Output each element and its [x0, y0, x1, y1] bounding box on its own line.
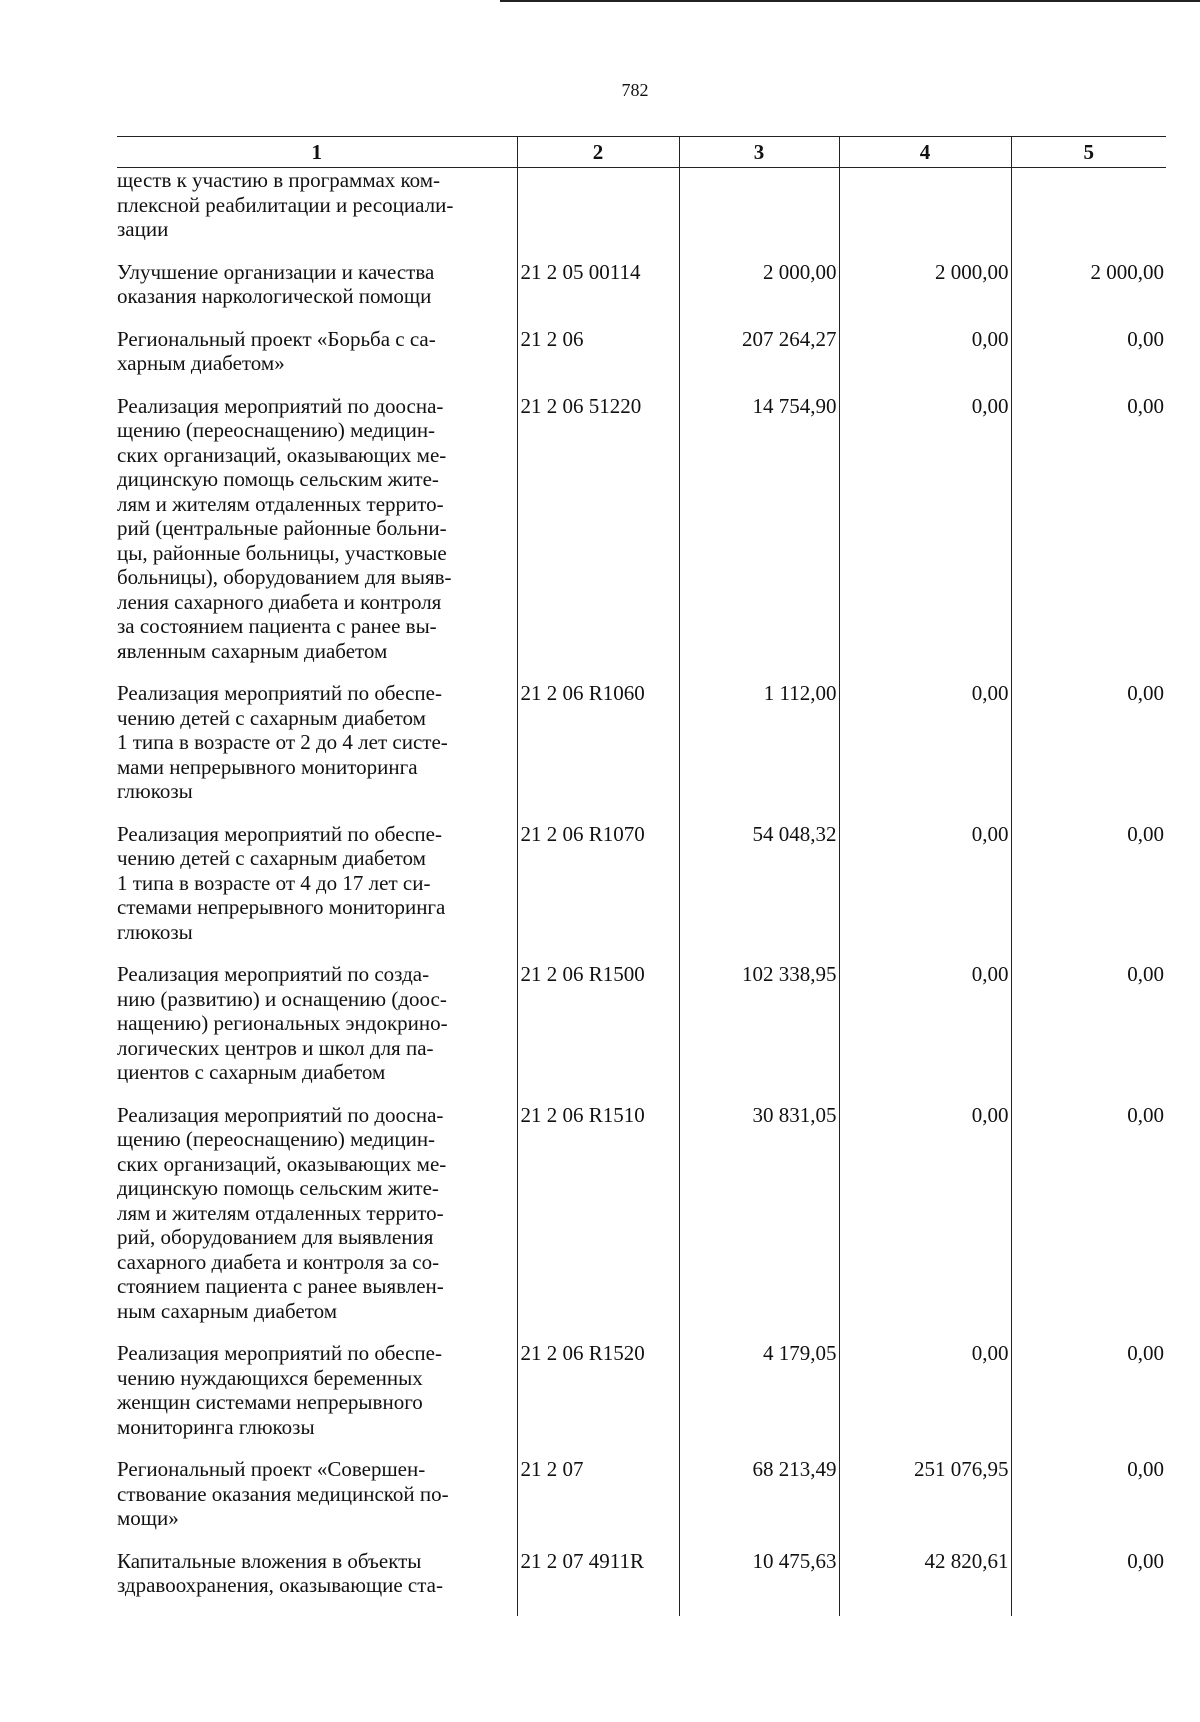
value-col-4: 0,00 — [839, 1341, 1011, 1457]
name-cell: Региональный проект «Борьба с са- харным диабетом» — [117, 326, 436, 375]
name-cell: Реализация мероприятий по обеспе- чению нуждающихся беременных женщин системами непрерывного мониторинга глюкозы — [117, 1341, 442, 1439]
value-col-5: 0,00 — [1011, 327, 1166, 394]
value-col-3: 30 831,05 — [679, 1103, 839, 1342]
value-col-4: 2 000,00 — [839, 260, 1011, 327]
name-cell: ществ к участию в программах ком- плексной реабилитации и ресоциали- зации — [117, 168, 454, 241]
header-col-3: 3 — [679, 137, 839, 168]
value-col-4: 251 076,95 — [839, 1457, 1011, 1549]
table-row — [117, 1457, 1166, 1549]
value-col-4: 0,00 — [839, 962, 1011, 1103]
value-col-4 — [839, 168, 1011, 260]
value-col-4: 0,00 — [839, 681, 1011, 822]
value-col-5: 0,00 — [1011, 962, 1166, 1103]
header-col-1: 1 — [117, 137, 517, 168]
value-col-5 — [1011, 168, 1166, 260]
value-col-3: 4 179,05 — [679, 1341, 839, 1457]
name-cell: Реализация мероприятий по созда- нию (развитию) и оснащению (доос- нащению) региональных эндокрино- логических центров и школ для па- циентов с сахарным диабетом — [117, 962, 448, 1084]
table-row — [117, 962, 1166, 1103]
value-col-4: 0,00 — [839, 327, 1011, 394]
name-cell: Региональный проект «Совершен- ствование оказания медицинской по- мощи» — [117, 1457, 449, 1530]
value-col-3: 68 213,49 — [679, 1457, 839, 1549]
value-col-4: 0,00 — [839, 1103, 1011, 1342]
value-col-3 — [679, 168, 839, 260]
code-cell: 21 2 07 — [517, 1457, 679, 1549]
value-col-3: 54 048,32 — [679, 822, 839, 963]
table-row — [117, 1549, 1166, 1616]
value-col-5: 0,00 — [1011, 1103, 1166, 1342]
code-cell: 21 2 06 R1070 — [517, 822, 679, 963]
value-col-5: 0,00 — [1011, 1341, 1166, 1457]
value-col-5: 0,00 — [1011, 1457, 1166, 1549]
header-row — [117, 137, 1166, 168]
value-col-5: 0,00 — [1011, 681, 1166, 822]
code-cell: 21 2 07 4911R — [517, 1549, 679, 1616]
code-cell: 21 2 06 R1500 — [517, 962, 679, 1103]
budget-table — [117, 136, 1166, 1616]
code-cell: 21 2 05 00114 — [517, 260, 679, 327]
table-row — [117, 327, 1166, 394]
table-row — [117, 681, 1166, 822]
value-col-4: 42 820,61 — [839, 1549, 1011, 1616]
code-cell: 21 2 06 51220 — [517, 394, 679, 682]
name-cell: Реализация мероприятий по обеспе- чению детей с сахарным диабетом 1 типа в возрасте от 2 до 4 лет систе- мами непрерывного мониторинга глюкозы — [117, 681, 448, 803]
code-cell: 21 2 06 — [517, 327, 679, 394]
header-col-4: 4 — [839, 137, 1011, 168]
name-cell: Реализация мероприятий по доосна- щению (переоснащению) медицин- ских организаций, оказывающих ме- дицинскую помощь сельским жите- лям и жителям отдаленных террито- рий, оборудованием для выявления сахарного диабета и контроля за со- стоянием пациента с ранее выявлен- ным сахарным диабетом — [117, 1102, 447, 1323]
value-col-3: 102 338,95 — [679, 962, 839, 1103]
value-col-3: 2 000,00 — [679, 260, 839, 327]
code-cell: 21 2 06 R1520 — [517, 1341, 679, 1457]
header-col-2: 2 — [517, 137, 679, 168]
value-col-3: 14 754,90 — [679, 394, 839, 682]
value-col-5: 2 000,00 — [1011, 260, 1166, 327]
value-col-5: 0,00 — [1011, 1549, 1166, 1616]
name-cell: Капитальные вложения в объекты здравоохранения, оказывающие ста- — [117, 1548, 443, 1597]
value-col-3: 207 264,27 — [679, 327, 839, 394]
name-cell: Реализация мероприятий по обеспе- чению детей с сахарным диабетом 1 типа в возрасте от 4 до 17 лет си- стемами непрерывного мониторинга глюкозы — [117, 821, 446, 944]
table-row — [117, 168, 1166, 260]
code-cell: 21 2 06 R1510 — [517, 1103, 679, 1342]
value-col-5: 0,00 — [1011, 822, 1166, 963]
header-col-5: 5 — [1011, 137, 1166, 168]
name-cell: Реализация мероприятий по доосна- щению (переоснащению) медицин- ских организаций, оказывающих ме- дицинскую помощь сельским жите- лям и жителям отдаленных террито- рий (центральные районные больни- цы, районные больницы, участковые больницы), оборудованием для выяв- ления сахарного диабета и контроля за состоянием пациента с ранее вы- явленным сахарным диабетом — [117, 393, 452, 663]
table-row — [117, 1341, 1166, 1457]
table-row — [117, 822, 1166, 963]
top-rule — [500, 0, 1200, 2]
table-body — [117, 168, 1166, 1616]
value-col-3: 1 112,00 — [679, 681, 839, 822]
table-row — [117, 394, 1166, 682]
table-row — [117, 260, 1166, 327]
table-row — [117, 1103, 1166, 1342]
value-col-5: 0,00 — [1011, 394, 1166, 682]
page-number: 782 — [621, 80, 649, 100]
value-col-4: 0,00 — [839, 822, 1011, 963]
value-col-3: 10 475,63 — [679, 1549, 839, 1616]
code-cell — [517, 168, 679, 260]
value-col-4: 0,00 — [839, 394, 1011, 682]
name-cell: Улучшение организации и качества оказания наркологической помощи — [117, 259, 435, 308]
code-cell: 21 2 06 R1060 — [517, 681, 679, 822]
